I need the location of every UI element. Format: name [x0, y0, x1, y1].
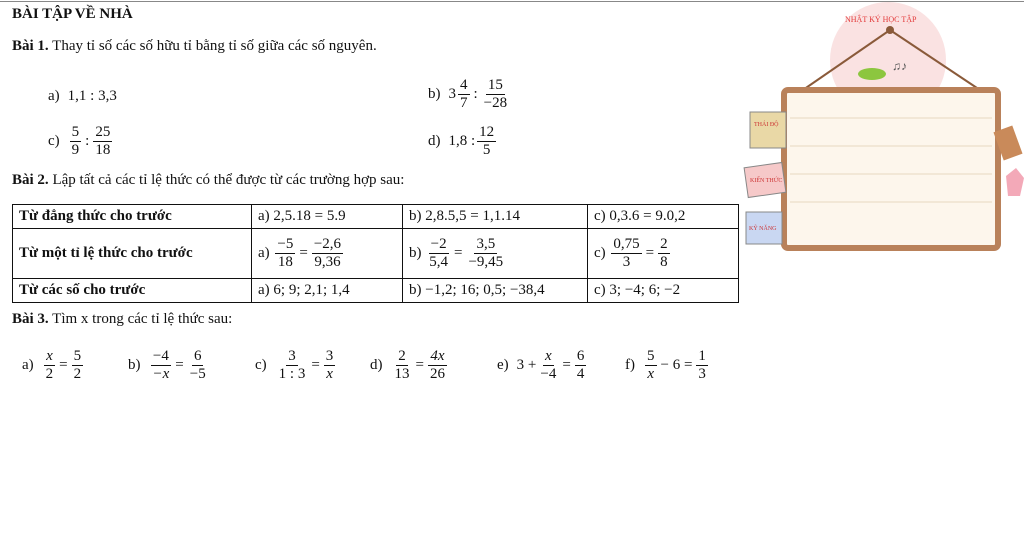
bai2-row-2	[13, 229, 739, 279]
bai2-statement	[12, 172, 404, 189]
bai3-statement	[12, 311, 232, 328]
bai1-d-label: d)	[428, 133, 441, 149]
bai1-item-c: c) $\frac{5}{9}$ : $\frac{25}{18}$	[48, 124, 111, 158]
bai1-a-label: a)	[48, 88, 60, 104]
music-note-icon: ♫♪	[892, 59, 907, 73]
bai3-item-d: d) $\frac{2}{13}$ = $\frac{4x}{26}$	[370, 348, 445, 382]
bai1-b-whole: 3	[448, 86, 456, 102]
bai2-row2-b: b) $\frac{-2}{5,4}$ = $\frac{3,5}{-9,45}$	[403, 229, 588, 279]
board	[784, 90, 998, 248]
tag-attitude-label: THÁI ĐỘ	[754, 122, 779, 128]
bai2-row3-a: a) 6; 9; 2,1; 1,4	[252, 279, 403, 303]
bai3-item-b: b) $\frac{-4}{-x}$ = $\frac{6}{-5}$	[128, 348, 206, 382]
bai1-c-frac1: $\frac{5}{9}$	[71, 124, 80, 158]
bai2-row2-c: c) $\frac{0,75}{3}$ = $\frac{2}{8}$	[588, 229, 739, 279]
bai1-text: Thay tỉ số các số hữu tỉ bằng tỉ số giữa các số nguyên.	[52, 38, 377, 54]
page-title: BÀI TẬP VỀ NHÀ	[12, 6, 133, 22]
nail-icon	[886, 26, 894, 34]
bai3-text: Tìm x trong các tỉ lệ thức sau:	[52, 311, 233, 327]
bai1-d-lead: 1,8 :	[448, 133, 476, 149]
bai1-d-frac: $\frac{12}{5}$	[479, 124, 495, 158]
tag-skill-label: KỸ NĂNG	[749, 226, 777, 232]
bai2-table	[12, 204, 739, 303]
tag-attitude	[750, 112, 786, 148]
bai2-row2-a: a) $\frac{-5}{18}$ = $\frac{-2,6}{9,36}$	[252, 229, 403, 279]
bai2-row-1	[13, 205, 739, 229]
bai3-item-e: e) 3 + $\frac{x}{-4}$ = $\frac{6}{4}$	[497, 348, 585, 382]
bai3-item-a: a) $\frac{x}{2}$ = $\frac{5}{2}$	[22, 348, 82, 382]
bai1-title: Bài 1.	[12, 38, 49, 54]
learning-diary-illustration	[740, 0, 1024, 270]
bai2-title: Bài 2.	[12, 172, 49, 188]
bai1-c-frac2: $\frac{25}{18}$	[95, 124, 111, 158]
bai2-row3-c: c) 3; −4; 6; −2	[588, 279, 739, 303]
bai1-statement	[12, 38, 377, 55]
banner-text: NHẬT KÝ HỌC TẬP	[845, 15, 917, 24]
bai2-row3-head: Từ các số cho trước	[13, 279, 252, 303]
gift-tag-icon	[1006, 168, 1024, 196]
bai2-row1-c: c) 0,3.6 = 9.0,2	[588, 205, 739, 229]
bai1-item-b: b) 3 $\frac{4}{7}$ : $\frac{15}{-28}$	[428, 77, 508, 111]
bai1-item-a	[48, 88, 117, 105]
bai1-b-frac1: $\frac{4}{7}$	[460, 77, 468, 111]
bai3-item-c: c) $\frac{3}{1 : 3}$ = $\frac{3}{x}$	[255, 348, 334, 382]
bai2-row1-head: Từ đẳng thức cho trước	[13, 205, 252, 229]
bai2-row3-b: b) −1,2; 16; 0,5; −38,4	[403, 279, 588, 303]
bai2-row-3	[13, 279, 739, 303]
bai2-row1-a: a) 2,5.18 = 5.9	[252, 205, 403, 229]
bai2-row2-head: Từ một tỉ lệ thức cho trước	[13, 229, 252, 279]
bai1-b-frac2: $\frac{15}{-28}$	[483, 77, 508, 111]
bai1-b-label: b)	[428, 86, 441, 102]
tag-knowledge-label: KIẾN THỨC	[750, 178, 783, 184]
bai3-title: Bài 3.	[12, 311, 49, 327]
bai1-c-label: c)	[48, 133, 60, 149]
bai1-a-expr: 1,1 : 3,3	[67, 88, 117, 104]
bai3-item-f: f) $\frac{5}{x}$ − 6 = $\frac{1}{3}$	[625, 348, 706, 382]
bai1-item-d	[428, 124, 498, 159]
bird-icon	[858, 68, 886, 80]
bai2-row1-b: b) 2,8.5,5 = 1,1.14	[403, 205, 588, 229]
bai2-text: Lập tất cả các tỉ lệ thức có thể được từ các trường hợp sau:	[52, 172, 405, 188]
